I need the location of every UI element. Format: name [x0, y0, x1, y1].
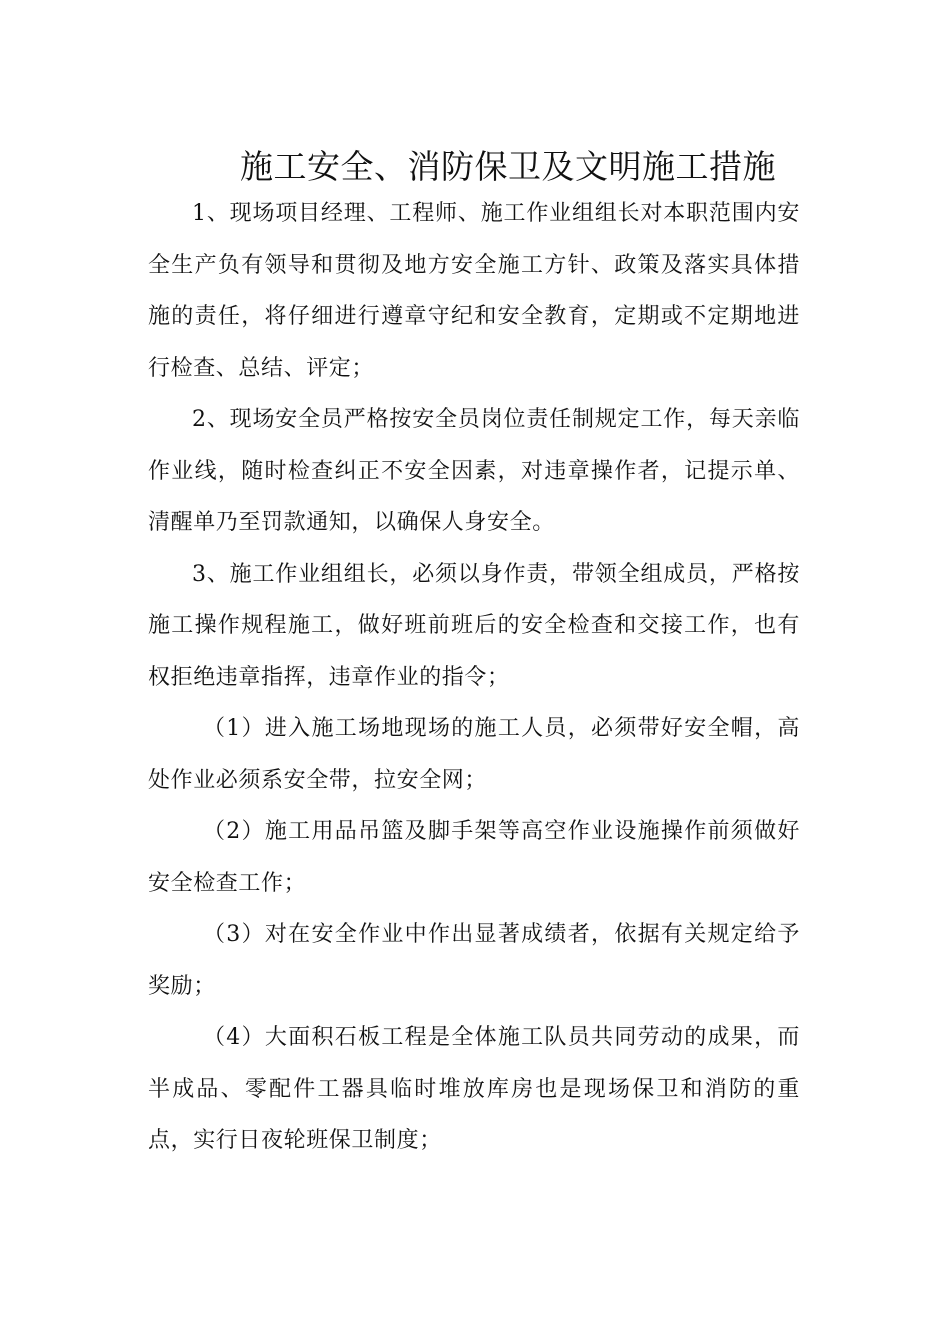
sub-item-4: （4）大面积石板工程是全体施工队员共同劳动的成果，而半成品、零配件工器具临时堆放库房也是现场保卫和消防的重点，实行日夜轮班保卫制度； [148, 1025, 800, 1153]
sub-item-1: （1）进入施工场地现场的施工人员，必须带好安全帽，高处作业必须系安全带，拉安全网； [148, 716, 800, 793]
paragraph-3: 3、施工作业组组长，必须以身作责，带领全组成员，严格按施工操作规程施工，做好班前班后的安全检查和交接工作，也有权拒绝违章指挥，违章作业的指令； [148, 561, 800, 690]
document-body [148, 188, 800, 1167]
document-title: 施工安全、消防保卫及文明施工措施 [240, 147, 776, 187]
sub-item-3: （3）对在安全作业中作出显著成绩者，依据有关规定给予奖励； [148, 922, 800, 999]
sub-item-2: （2）施工用品吊篮及脚手架等高空作业设施操作前须做好安全检查工作； [148, 819, 800, 896]
paragraph-1: 1、现场项目经理、工程师、施工作业组组长对本职范围内安全生产负有领导和贯彻及地方安全施工方针、政策及落实具体措施的责任，将仔细进行遵章守纪和安全教育，定期或不定期地进行检查、总结、评定； [148, 201, 800, 381]
paragraph-2: 2、现场安全员严格按安全员岗位责任制规定工作，每天亲临作业线，随时检查纠正不安全因素，对违章操作者，记提示单、清醒单乃至罚款通知，以确保人身安全。 [148, 407, 800, 535]
